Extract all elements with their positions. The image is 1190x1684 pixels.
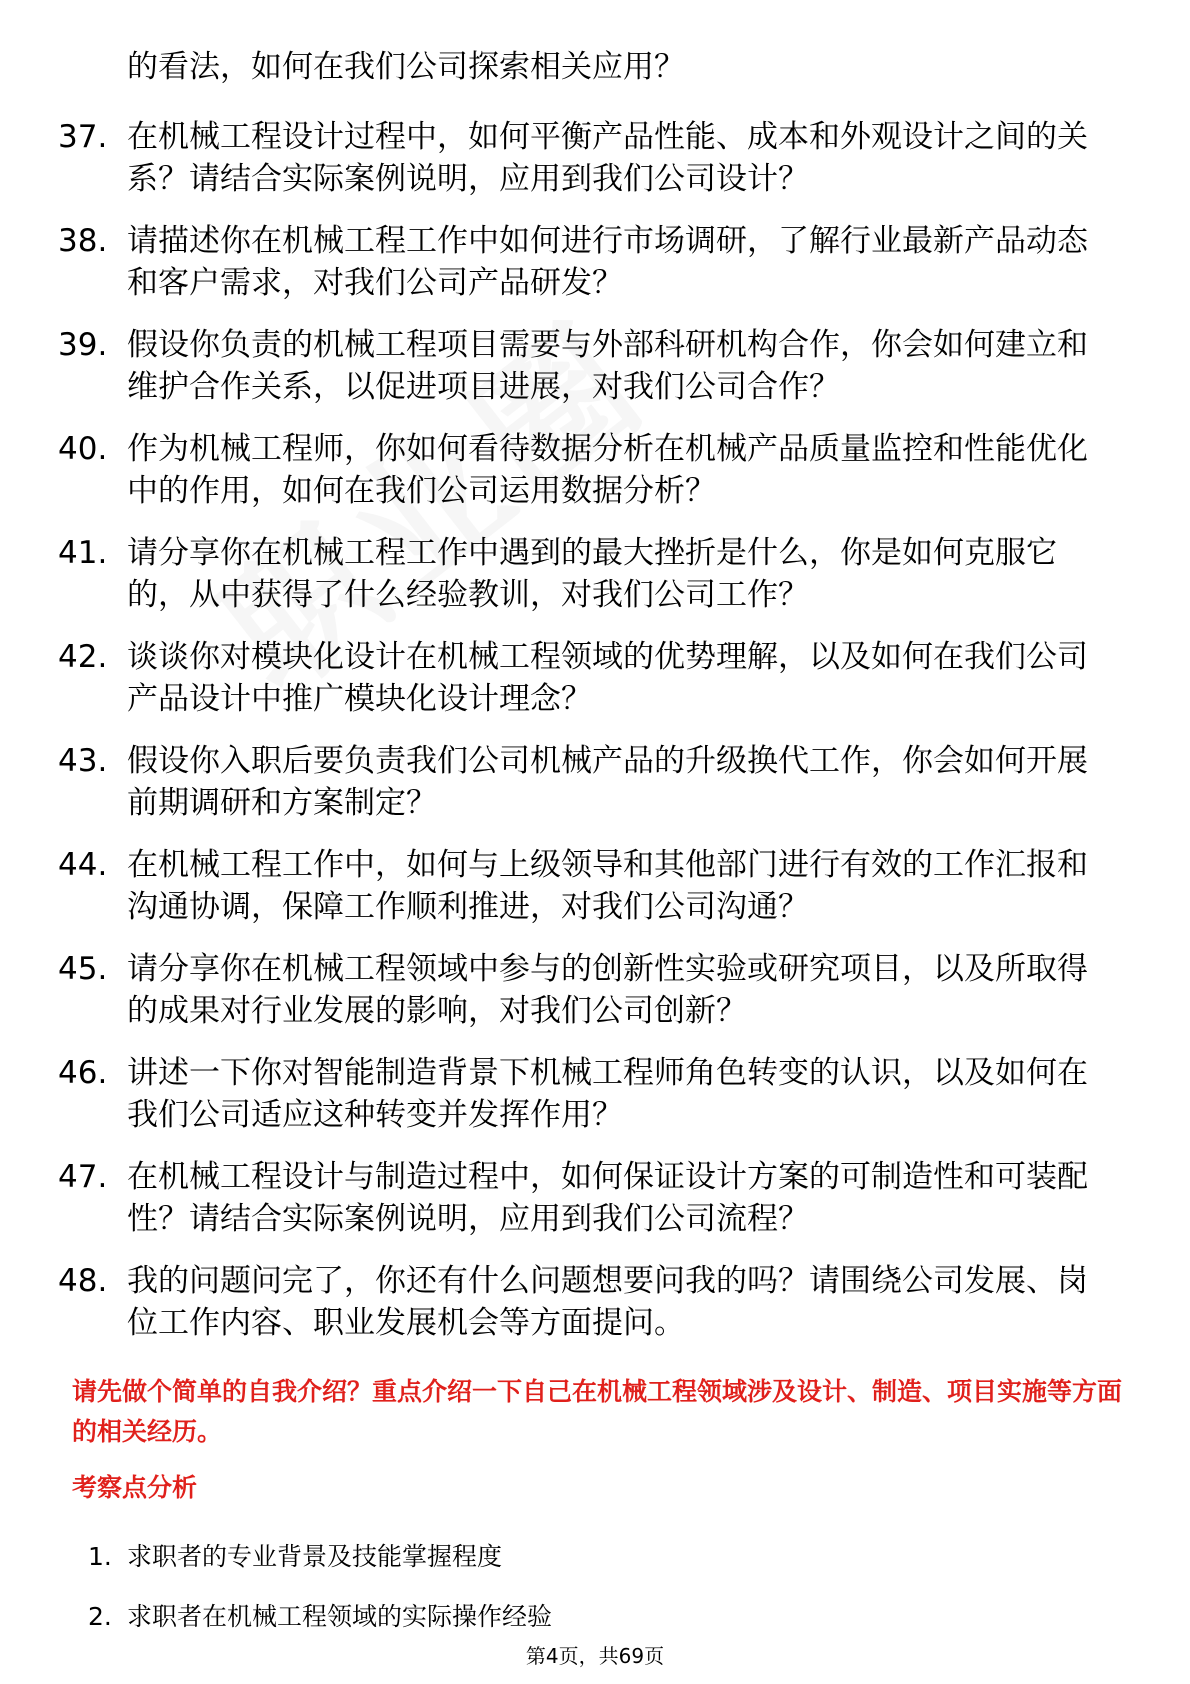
question-item — [0, 1252, 1190, 1356]
question-item — [0, 732, 1190, 836]
question-number: 40. — [58, 431, 108, 467]
analysis-list — [0, 1536, 1190, 1656]
question-text: 在机械工程设计与制造过程中，如何保证设计方案的可制造性和可装配性？请结合实际案例说明，应用到我们公司流程？ — [127, 1159, 1088, 1237]
analysis-point-number: 2. — [88, 1602, 112, 1631]
question-text: 在机械工程工作中，如何与上级领导和其他部门进行有效的工作汇报和沟通协调，保障工作顺利推进，对我们公司沟通？ — [127, 847, 1088, 925]
question-number: 44. — [58, 847, 108, 883]
analysis-point-text: 求职者的专业背景及技能掌握程度 — [127, 1542, 503, 1571]
question-text: 谈谈你对模块化设计在机械工程领域的优势理解，以及如何在我们公司产品设计中推广模块化设计理念？ — [127, 639, 1088, 717]
question-item — [0, 316, 1190, 420]
question-text: 请分享你在机械工程领域中参与的创新性实验或研究项目，以及所取得的成果对行业发展的影响，对我们公司创新？ — [127, 951, 1088, 1029]
question-number: 41. — [58, 535, 108, 571]
analysis-point-text: 求职者在机械工程领域的实际操作经验 — [127, 1602, 553, 1631]
question-item — [0, 108, 1190, 212]
question-number: 45. — [58, 951, 108, 987]
question-text: 讲述一下你对智能制造背景下机械工程师角色转变的认识，以及如何在我们公司适应这种转变并发挥作用？ — [127, 1055, 1088, 1133]
analysis-point — [0, 1536, 1190, 1596]
question-number: 43. — [58, 743, 108, 779]
page-footer: 第4页，共69页 — [525, 1644, 665, 1668]
question-item — [0, 1148, 1190, 1252]
question-item — [0, 628, 1190, 732]
question-number: 39. — [58, 327, 108, 363]
analysis-point-number: 1. — [88, 1542, 112, 1571]
question-text: 假设你负责的机械工程项目需要与外部科研机构合作，你会如何建立和维护合作关系，以促进项目进展，对我们公司合作？ — [127, 327, 1088, 405]
question-item — [0, 420, 1190, 524]
question-text: 在机械工程设计过程中，如何平衡产品性能、成本和外观设计之间的关系？请结合实际案例说明，应用到我们公司设计？ — [127, 119, 1088, 197]
question-number: 48. — [58, 1263, 108, 1299]
question-item — [0, 836, 1190, 940]
question-number: 47. — [58, 1159, 108, 1195]
question-text: 作为机械工程师，你如何看待数据分析在机械产品质量监控和性能优化中的作用，如何在我们公司运用数据分析？ — [127, 431, 1088, 509]
question-text: 假设你入职后要负责我们公司机械产品的升级换代工作，你会如何开展前期调研和方案制定？ — [127, 743, 1088, 821]
analysis-heading: 考察点分析 — [72, 1473, 198, 1502]
question-list — [0, 108, 1190, 1356]
question-item — [0, 212, 1190, 316]
question-number: 38. — [58, 223, 108, 259]
question-text: 请分享你在机械工程工作中遇到的最大挫折是什么，你是如何克服它的，从中获得了什么经验教训，对我们公司工作？ — [127, 535, 1057, 613]
question-item — [0, 940, 1190, 1044]
question-number: 37. — [58, 119, 108, 155]
question-number: 46. — [58, 1055, 108, 1091]
question-item — [0, 524, 1190, 628]
continued-question-text: 的看法，如何在我们公司探索相关应用？ — [127, 49, 685, 85]
question-item — [0, 1044, 1190, 1148]
question-text: 请描述你在机械工程工作中如何进行市场调研，了解行业最新产品动态和客户需求，对我们公司产品研发？ — [127, 223, 1088, 301]
question-number: 42. — [58, 639, 108, 675]
highlighted-question: 请先做个简单的自我介绍？重点介绍一下自己在机械工程领域涉及设计、制造、项目实施等方面的相关经历。 — [72, 1377, 1123, 1446]
question-text: 我的问题问完了，你还有什么问题想要问我的吗？请围绕公司发展、岗位工作内容、职业发展机会等方面提问。 — [127, 1263, 1088, 1341]
